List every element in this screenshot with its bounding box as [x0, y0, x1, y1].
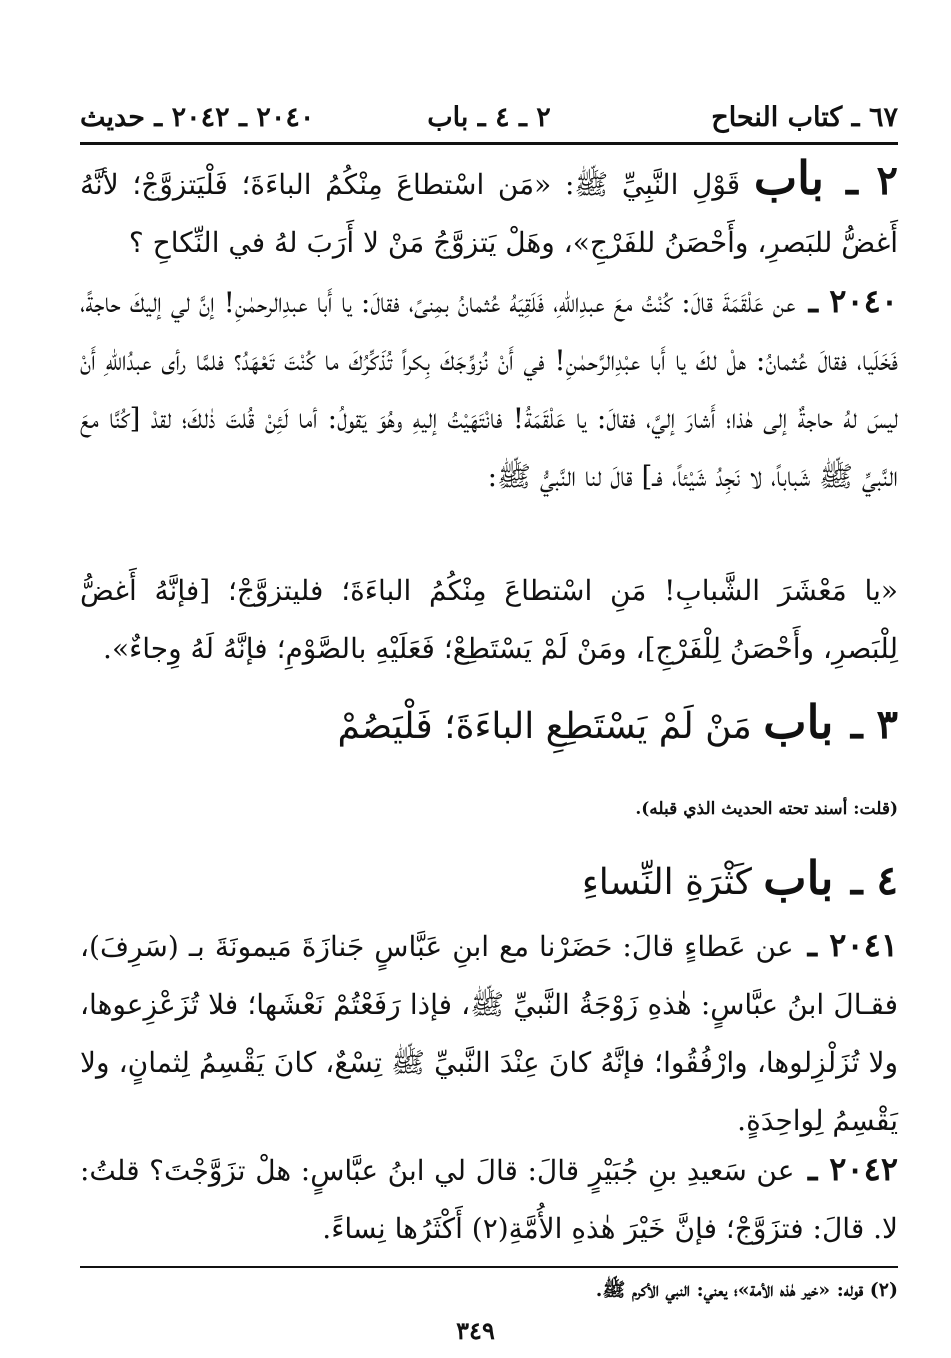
- editor-note: (قلت: أسند تحته الحديث الذي قبله).: [635, 799, 898, 819]
- chapter-2-heading: [80, 148, 898, 272]
- footnote-divider: [80, 1266, 898, 1268]
- chapter-number: ٢ ـ: [846, 157, 898, 204]
- hadith-2042: [80, 1140, 898, 1258]
- hadith-2040-quote: [80, 562, 898, 678]
- hadith-2041: [80, 916, 898, 1150]
- chapter-4-heading: [80, 848, 898, 913]
- prophetic-saying: «يا مَعْشَرَ الشَّبابِ! مَنِ اسْتطاعَ مِنْكُمُ الباءَةَ؛ فليتزوَّجْ؛ [فإنَّهُ أَغضُّ لِلْبَصرِ، وأَحْصَنُ لِلْفَرْجِ]، ومَنْ لَمْ يَسْتَطِعْ؛ فَعَلَيْهِ بالصَّوْمِ؛ فإنَّهُ لَهُ وِجاءٌ».: [80, 574, 898, 665]
- hadith-number: ٢٠٤٠ ـ: [808, 282, 898, 320]
- chapter-title: قَوْلِ النَّبِيِّ ﷺ: «مَن اسْتطاعَ مِنْكُمُ الباءَةَ؛ فَلْيَتزوَّجْ؛ لأنَّهُ أَغضُّ للبَصرِ، وأَحْصَنُ للفَرْجِ»، وهَلْ يَتزوَّجُ مَنْ لا أَرَبَ لهُ في النِّكاحِ ؟: [80, 168, 898, 259]
- bab-word: باب: [753, 151, 824, 205]
- header-book-title: ٦٧ ـ كتاب النحاح: [711, 102, 898, 133]
- chapter-3-heading: [80, 692, 898, 757]
- hadith-number: ٢٠٤٢ ـ: [808, 1150, 899, 1188]
- chapter-number: ٤ ـ: [850, 857, 898, 904]
- chapter-title: كَثْرَةِ النِّساءِ: [581, 862, 752, 903]
- footnote: (٢) قوله: «خير هٰذه الأمة»؛ يعني: النبي الأكرم ﷺ.: [595, 1279, 898, 1301]
- running-header: [80, 98, 898, 142]
- hadith-text: عن سَعيدِ بنِ جُبَيْرٍ قالَ: قالَ لي ابنُ عبَّاسٍ: هلْ تزَوَّجْتَ؟ قلتُ: لا. قالَ: فتزَوَّجْ؛ فإنَّ خَيْرَ هٰذهِ الأُمَّةِ(٢) أَكْثَرُها نِساءً.: [80, 1154, 898, 1245]
- page-number: ٣٤٩: [456, 1316, 495, 1345]
- chapter-title: مَنْ لَمْ يَسْتَطِعِ الباءَةَ؛ فَلْيَصُمْ: [337, 706, 752, 747]
- chapter-3-note: [80, 796, 898, 822]
- bab-word: باب: [763, 695, 834, 749]
- chapter-number: ٣ ـ: [850, 701, 898, 748]
- header-divider: [80, 142, 898, 145]
- hadith-number: ٢٠٤١ ـ: [807, 926, 899, 964]
- hadith-text: عن عَطاءٍ قالَ: حَضَرْنا مع ابنِ عَبَّاسٍ جَنازَةَ مَيمونَةَ بـ (سَرِفَ)، فقـالَ ابنُ عبَّاسٍ: هٰذهِ زَوْجَةُ النَّبيِّ ﷺ، فإذا رَفَعْتُمْ نَعْشَها؛ فلا تُزَعْزِعوها، ولا تُزَلْزِلوها، وارْفُقُوا؛ فإنَّهُ كانَ عِنْدَ النَّبيِّ ﷺ تِسْعٌ، كانَ يَقْسِمُ لِثمانٍ، ولا يَقْسِمُ لِواحِدَةٍ.: [80, 930, 898, 1137]
- bab-word: باب: [763, 851, 834, 905]
- header-chapter: ٢ ـ ٤ ـ باب: [427, 102, 551, 133]
- header-hadith-range: ٢٠٤٠ ـ ٢٠٤٢ ـ حديث: [80, 102, 315, 133]
- hadith-2040: [80, 272, 898, 506]
- hadith-text: عن عَلْقَمَةَ قالَ: كُنْتُ معَ عبدِاللهِ، فَلَقِيَهُ عُثمانُ بمِنىً، فقالَ: يا أَبا عبدِالرحمٰنِ! إنَّ لي إليكَ حاجةً، فَخَلَيا، فقالَ عُثمانُ: هلْ لكَ يا أَبا عبْدِالرَّحمٰنِ! في أَنْ نُزوِّجَكَ بِكراً تُذَكِّرُكَ ما كُنْتَ تَعْهَدُ؟ فلمَّا رأى عبدُاللهِ أَنْ ليسَ لهُ حاجةٌ إلى هٰذا؛ أَشارَ إليَّ، فقالَ: يا عَلْقَمَةُ! فانْتَهَيْتُ إليهِ وهُوَ يَقولُ: أما لَئِنْ قُلتَ ذٰلكَ؛ لقدْ [كُنَّا معَ النَّبيِّ ﷺ شَباباً، لا نَجِدُ شَيْئاً، فـ] قالَ لنا النَّبيُّ ﷺ:: [80, 286, 898, 493]
